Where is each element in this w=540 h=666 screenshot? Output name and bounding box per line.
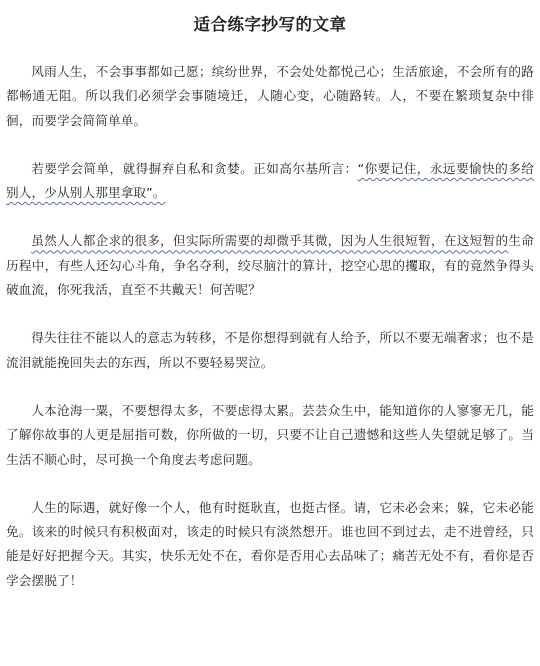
paragraph-1-text: 风雨人生，不会事事都如己愿；缤纷世界，不会处处都悦己心；生活旅途，不会所有的路都畅通无阻。所以我们必须学会事随境迁，人随心变，心随路转。人，不要在繁琐复杂中徘徊，而要学会简简单单。 xyxy=(6,64,534,128)
paragraph-6-text: 人生的际遇，就好像一个人，他有时挺耿直，也挺古怪。请，它未必会来；躲，它未必能免。该来的时候只有积极面对，该走的时候只有淡然想开。谁也回不到过去，走不进曾经，只能是好好把握今天。其实，快乐无处不在，看你是否用心去品味了；痛苦无处不有，看你是否学会摆脱了！ xyxy=(6,499,534,588)
paragraph-1 xyxy=(6,60,534,133)
paragraph-3-text: 生命历程中，有些人还勾心斗角，争名夺利，绞尽脑汁的算计，挖空心思的攫取，有的竟然争得头破血流，你死我活，直至不共戴天！何苦呢？ xyxy=(6,233,534,298)
paragraph-2-quote-underlined: “你要记住，永远要愉快的多给别人，少从别人那里拿取”。 xyxy=(6,160,534,201)
paragraph-5 xyxy=(6,399,534,472)
paragraph-4-text: 得失往往不能以人的意志为转移，不是你想得到就有人给予，所以不要无端奢求；也不是流泪就能挽回失去的东西，所以不要轻易哭泣。 xyxy=(6,330,534,370)
paragraph-3 xyxy=(6,229,534,302)
paragraph-4 xyxy=(6,326,534,375)
paragraph-2-text: 若要学会简单，就得摒弃自私和贪婪。正如高尔基所言： xyxy=(31,160,358,176)
paragraph-3-underlined-text: 虽然人人都企求的很多，但实际所需要的却微乎其微，因为人生很短暂，在这短暂的 xyxy=(31,233,509,249)
document-title: 适合练字抄写的文章 xyxy=(193,15,347,34)
paragraph-2 xyxy=(6,157,534,206)
paragraph-5-text: 人本沧海一粟，不要想得太多，不要虑得太累。芸芸众生中，能知道你的人寥寥无几，能了解你故事的人更是屈指可数，你所做的一切，只要不让自己遗憾和这些人失望就足够了。当生活不顺心时，尽可换一个角度去考虑问题。 xyxy=(6,402,534,467)
paragraph-6 xyxy=(6,496,534,593)
